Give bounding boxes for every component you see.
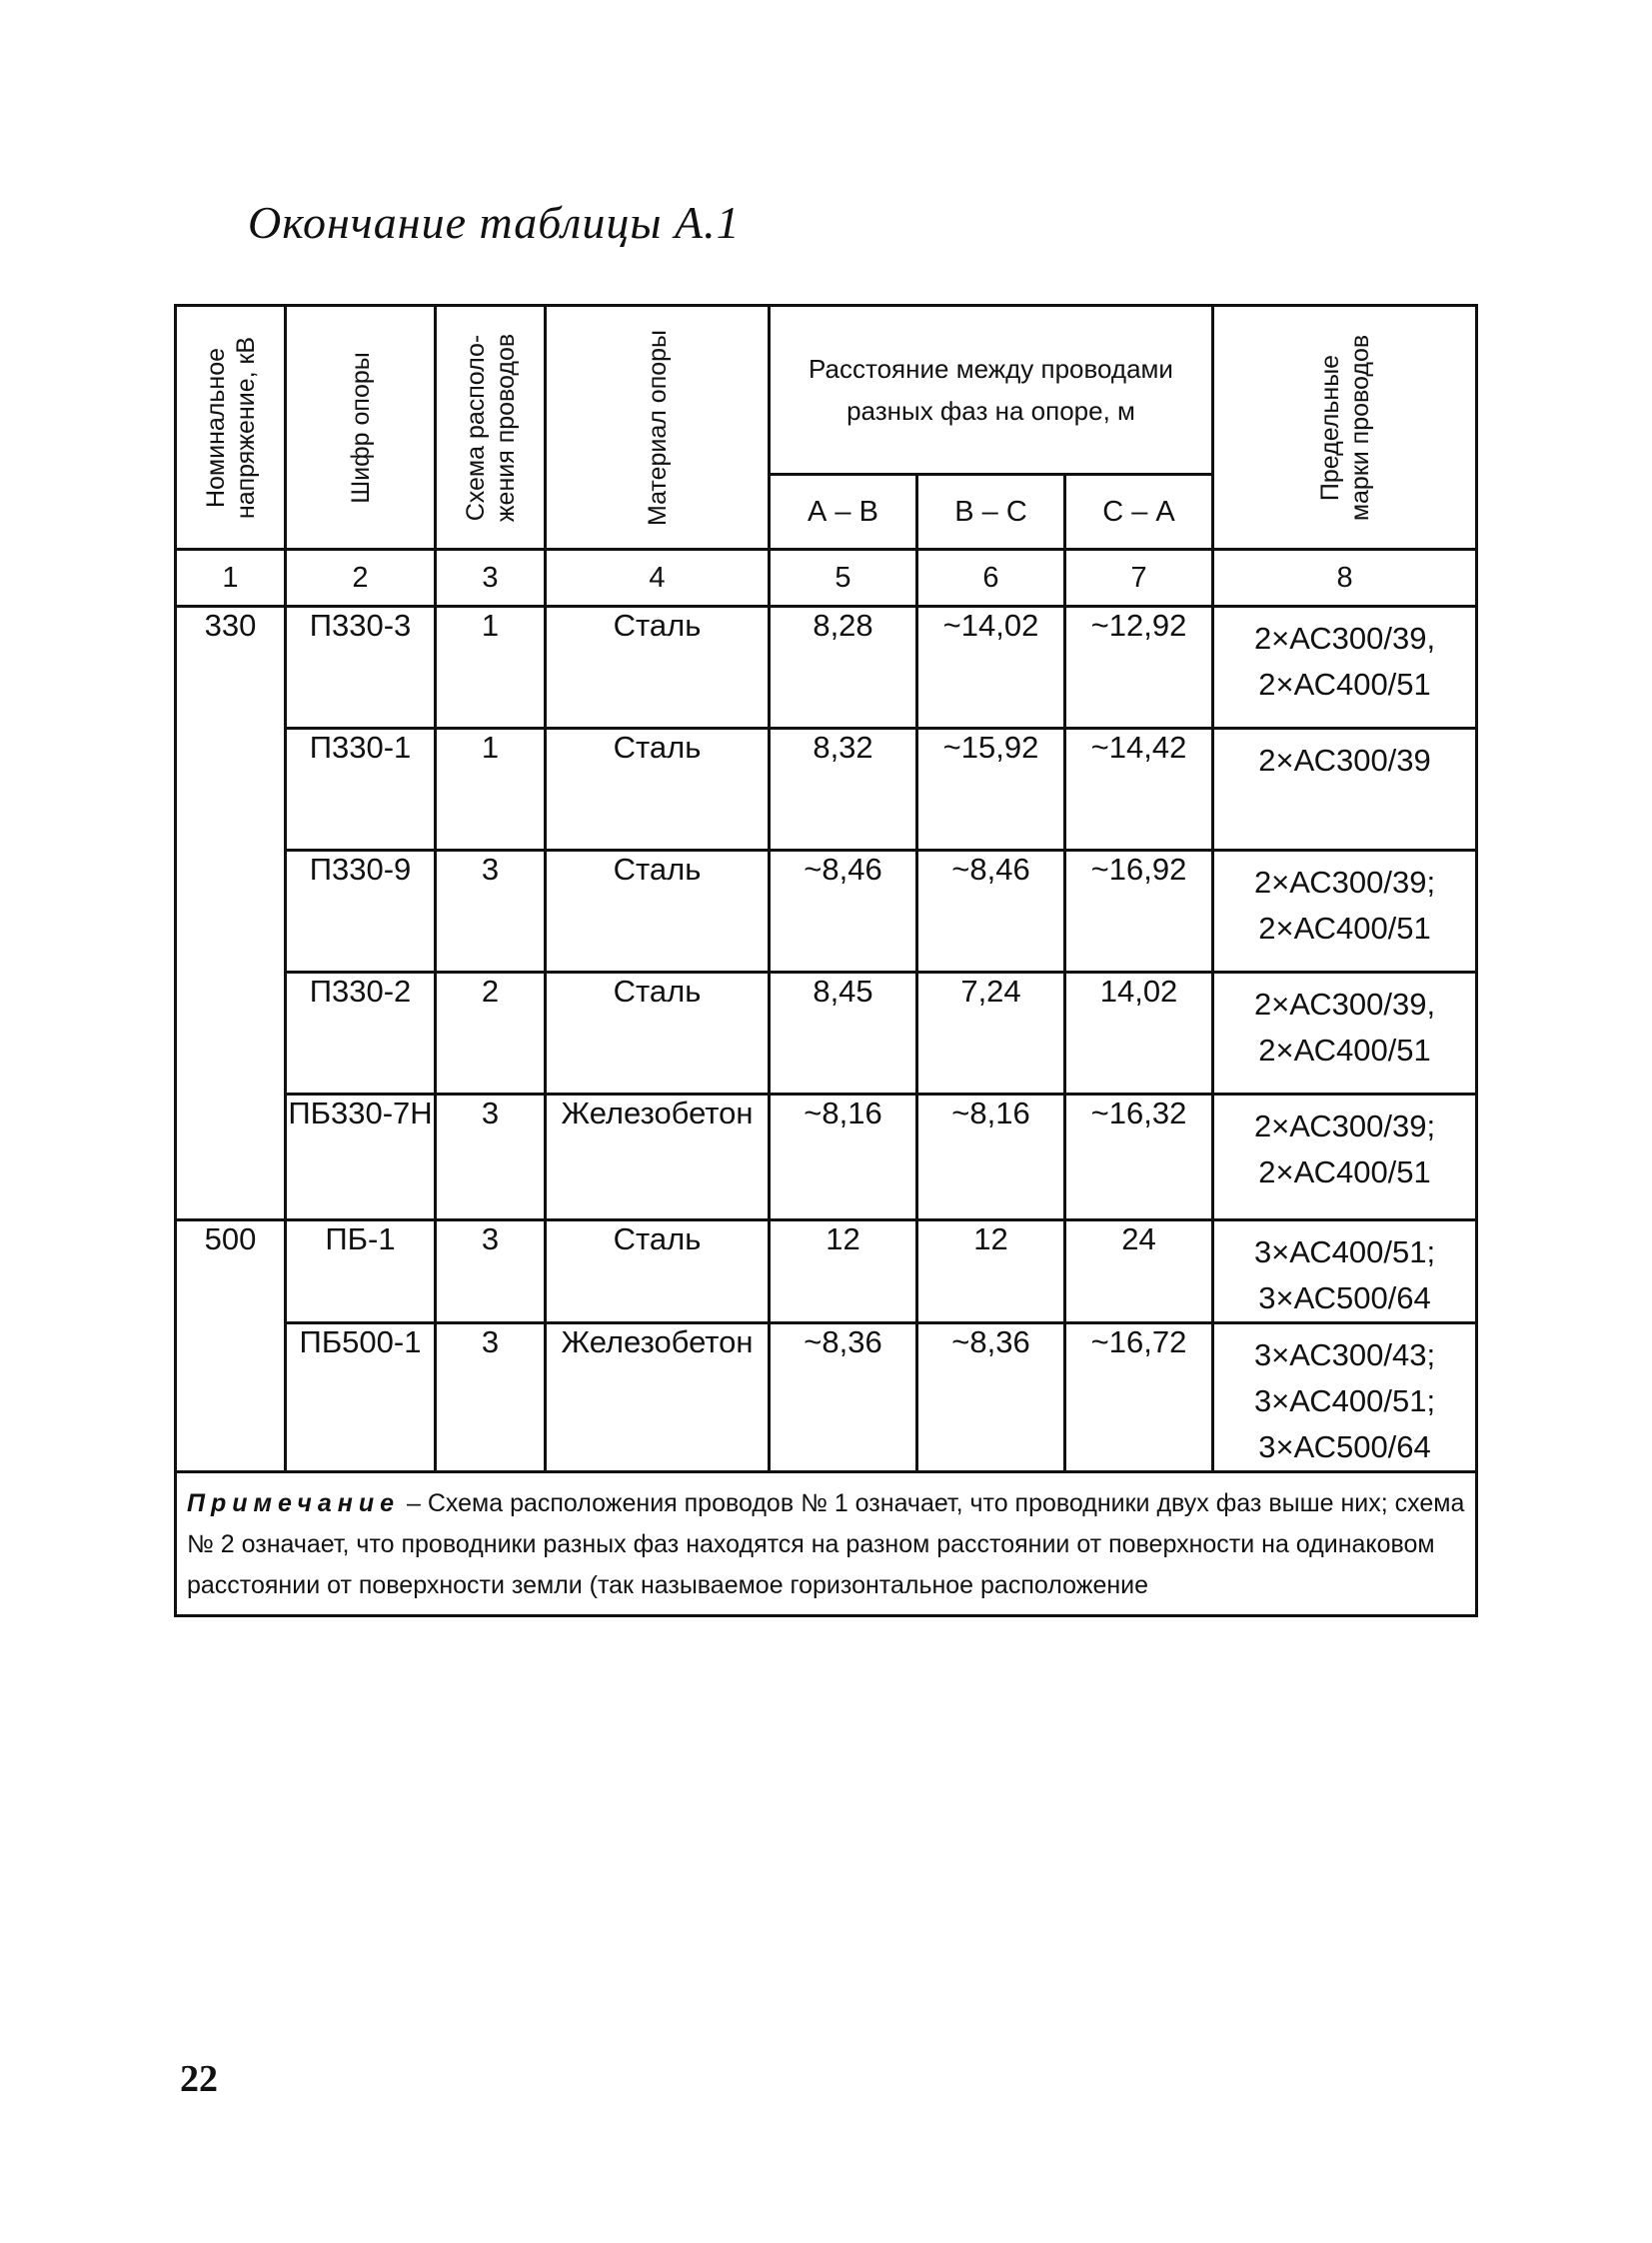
bc-cell: ~8,46 bbox=[917, 851, 1065, 973]
table-caption: Окончание таблицы А.1 bbox=[248, 197, 741, 248]
page-number: 22 bbox=[180, 2058, 218, 2100]
scheme-cell: 3 bbox=[436, 1323, 546, 1472]
ca-cell: ~16,72 bbox=[1065, 1323, 1213, 1472]
table-row bbox=[176, 1095, 1477, 1220]
voltage-cell: 500 bbox=[176, 1220, 286, 1472]
ca-cell: ~14,42 bbox=[1065, 729, 1213, 851]
voltage-cell: 330 bbox=[176, 607, 286, 1220]
wires-cell: 3×АС400/51; 3×АС500/64 bbox=[1213, 1220, 1477, 1323]
material-cell: Железобетон bbox=[546, 1095, 770, 1220]
code-cell: ПБ330-7Н bbox=[286, 1095, 436, 1220]
scheme-cell: 3 bbox=[436, 851, 546, 973]
table-row bbox=[176, 729, 1477, 851]
scheme-cell: 1 bbox=[436, 729, 546, 851]
scheme-cell: 3 bbox=[436, 1220, 546, 1323]
table-row bbox=[176, 851, 1477, 973]
ab-cell: 8,28 bbox=[770, 607, 917, 729]
header-wires: Предельные марки проводов bbox=[1213, 306, 1477, 550]
wires-cell: 2×АС300/39; 2×АС400/51 bbox=[1213, 851, 1477, 973]
column-number: 6 bbox=[917, 550, 1065, 607]
header-code: Шифр опоры bbox=[286, 306, 436, 550]
code-cell: П330-3 bbox=[286, 607, 436, 729]
ab-cell: ~8,46 bbox=[770, 851, 917, 973]
table-note bbox=[176, 1472, 1477, 1616]
bc-cell: ~8,36 bbox=[917, 1323, 1065, 1472]
table-row bbox=[176, 973, 1477, 1095]
ab-cell: 12 bbox=[770, 1220, 917, 1323]
table-row bbox=[176, 607, 1477, 729]
ab-cell: ~8,16 bbox=[770, 1095, 917, 1220]
header-ca: С – А bbox=[1065, 475, 1213, 550]
material-cell: Сталь bbox=[546, 729, 770, 851]
header-scheme: Схема располо- жения проводов bbox=[436, 306, 546, 550]
scheme-cell: 3 bbox=[436, 1095, 546, 1220]
column-number-row bbox=[176, 550, 1477, 607]
column-number: 7 bbox=[1065, 550, 1213, 607]
bc-cell: 12 bbox=[917, 1220, 1065, 1323]
wires-cell: 2×АС300/39, 2×АС400/51 bbox=[1213, 607, 1477, 729]
column-number: 8 bbox=[1213, 550, 1477, 607]
code-cell: ПБ-1 bbox=[286, 1220, 436, 1323]
table-row bbox=[176, 1323, 1477, 1472]
column-number: 3 bbox=[436, 550, 546, 607]
column-number: 1 bbox=[176, 550, 286, 607]
ca-cell: ~16,32 bbox=[1065, 1095, 1213, 1220]
code-cell: П330-9 bbox=[286, 851, 436, 973]
ca-cell: ~16,92 bbox=[1065, 851, 1213, 973]
material-cell: Сталь bbox=[546, 973, 770, 1095]
bc-cell: ~14,02 bbox=[917, 607, 1065, 729]
ca-cell: 14,02 bbox=[1065, 973, 1213, 1095]
scheme-cell: 1 bbox=[436, 607, 546, 729]
table-row bbox=[176, 1220, 1477, 1323]
column-number: 4 bbox=[546, 550, 770, 607]
wires-cell: 2×АС300/39, 2×АС400/51 bbox=[1213, 973, 1477, 1095]
scheme-cell: 2 bbox=[436, 973, 546, 1095]
material-cell: Сталь bbox=[546, 851, 770, 973]
material-cell: Сталь bbox=[546, 1220, 770, 1323]
code-cell: П330-2 bbox=[286, 973, 436, 1095]
ca-cell: 24 bbox=[1065, 1220, 1213, 1323]
header-bc: В – С bbox=[917, 475, 1065, 550]
support-table bbox=[174, 304, 1478, 1617]
header-row bbox=[176, 306, 1477, 475]
ab-cell: 8,32 bbox=[770, 729, 917, 851]
header-voltage: Номинальное напряжение, кВ bbox=[176, 306, 286, 550]
note-label: Примечание bbox=[187, 1489, 401, 1517]
code-cell: П330-1 bbox=[286, 729, 436, 851]
code-cell: ПБ500-1 bbox=[286, 1323, 436, 1472]
header-distance-group: Расстояние между проводами разных фаз на опоре, м bbox=[770, 306, 1213, 475]
bc-cell: ~8,16 bbox=[917, 1095, 1065, 1220]
ab-cell: 8,45 bbox=[770, 973, 917, 1095]
header-material: Материал опоры bbox=[546, 306, 770, 550]
ca-cell: ~12,92 bbox=[1065, 607, 1213, 729]
ab-cell: ~8,36 bbox=[770, 1323, 917, 1472]
material-cell: Сталь bbox=[546, 607, 770, 729]
material-cell: Железобетон bbox=[546, 1323, 770, 1472]
note-text: – Схема расположения проводов № 1 означает, что проводники двух фаз выше них; схема № 2 означает, что проводники разных фаз находятся на разном расстоянии от поверхности на одинаковом расстоянии от поверхности земли (так называемое горизонтальное расположение bbox=[187, 1489, 1465, 1599]
header-ab: А – В bbox=[770, 475, 917, 550]
wires-cell: 2×АС300/39 bbox=[1213, 729, 1477, 851]
column-number: 2 bbox=[286, 550, 436, 607]
wires-cell: 2×АС300/39; 2×АС400/51 bbox=[1213, 1095, 1477, 1220]
column-number: 5 bbox=[770, 550, 917, 607]
bc-cell: ~15,92 bbox=[917, 729, 1065, 851]
bc-cell: 7,24 bbox=[917, 973, 1065, 1095]
wires-cell: 3×АС300/43; 3×АС400/51; 3×АС500/64 bbox=[1213, 1323, 1477, 1472]
note-row bbox=[176, 1472, 1477, 1616]
